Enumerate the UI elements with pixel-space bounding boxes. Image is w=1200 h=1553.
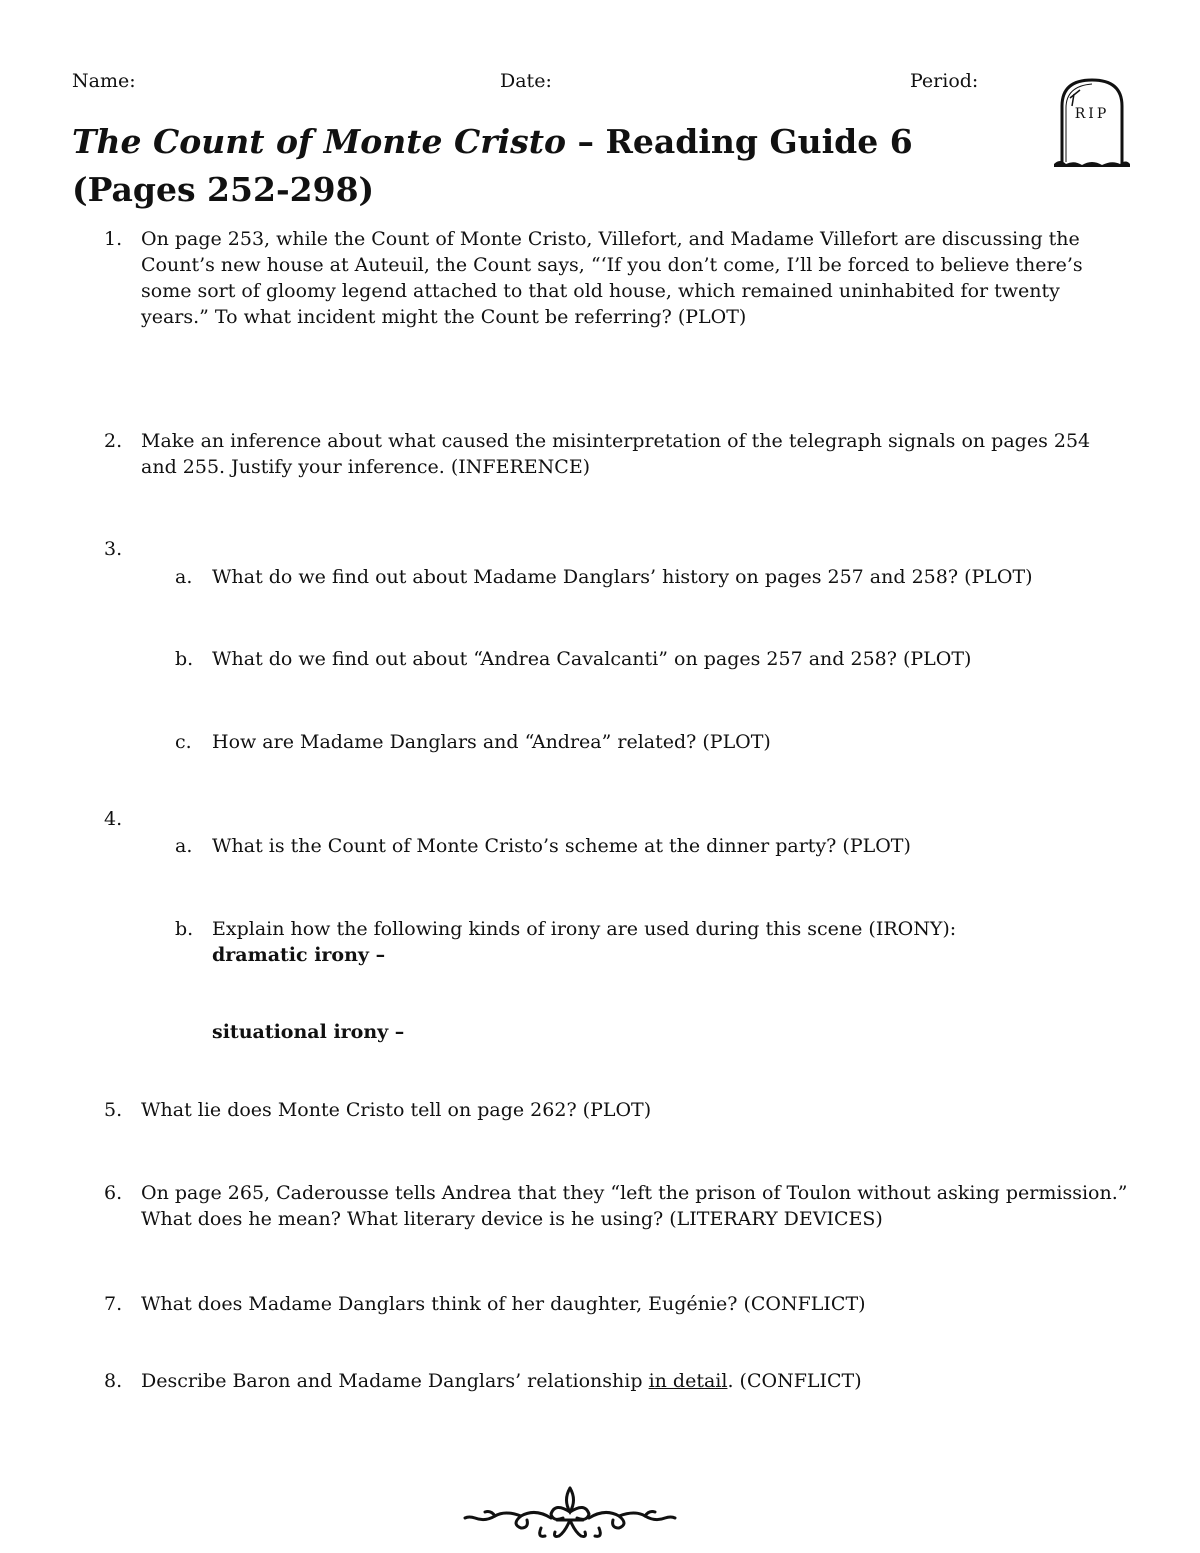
question-text: What does Madame Danglars think of her daughter, Eugénie? (CONFLICT) [141,1293,866,1315]
question-text: What lie does Monte Cristo tell on page 262? (PLOT) [141,1099,652,1121]
period-label: Period: [910,70,979,92]
question-number: 2. [104,430,123,452]
page-title [72,118,1062,214]
title-pages: (Pages 252-298) [72,170,375,209]
question-text-before: Describe Baron and Madame Danglars’ relationship [141,1370,649,1392]
question-text: On page 253, while the Count of Monte Cristo, Villefort, and Madame Villefort are discussing the Count’s new house at Auteuil, the Count says, “‘If you don’t come, I’ll be forced to believe there’s some sort of gloomy legend attached to that old house, which remained uninhabited for twenty years.” To what incident might the Count be referring? (PLOT) [141,228,1083,328]
sub-number: a. [175,835,193,857]
question-number: 7. [104,1293,123,1315]
header [72,70,1132,100]
sub-number: a. [175,566,193,588]
sub-number: c. [175,731,192,753]
question-number: 8. [104,1370,123,1392]
tombstone-icon [1052,76,1132,171]
sub-text: What do we find out about “Andrea Cavalcanti” on pages 257 and 258? (PLOT) [212,648,972,670]
sub-text: What is the Count of Monte Cristo’s scheme at the dinner party? (PLOT) [212,835,911,857]
dramatic-irony-text: dramatic irony – [212,944,386,966]
question-text: Make an inference about what caused the misinterpretation of the telegraph signals on pages 254 and 255. Justify your inference. (INFERENCE) [141,430,1091,478]
situational-irony-text: situational irony – [212,1021,405,1043]
question-text [141,1368,1131,1394]
question-text-underlined: in detail [648,1370,728,1392]
sub-text: How are Madame Danglars and “Andrea” related? (PLOT) [212,731,771,753]
sub-text: Explain how the following kinds of irony are used during this scene (IRONY): [212,918,957,940]
sub-number: b. [175,648,194,670]
question-number: 6. [104,1182,123,1204]
tombstone-text: RIP [1074,106,1110,122]
date-label: Date: [500,70,552,92]
question-text: On page 265, Caderousse tells Andrea that they “left the prison of Toulon without asking permission.” What does he mean? What literary device is he using? (LITERARY DEVICES) [141,1182,1128,1230]
fleur-de-lis-ornament-icon [455,1480,685,1545]
title-book-name: The Count of Monte Cristo [72,122,567,161]
question-number: 5. [104,1099,123,1121]
sub-number: b. [175,918,194,940]
question-text-after: . (CONFLICT) [727,1370,862,1392]
question-number: 3. [104,538,123,560]
sub-text: What do we find out about Madame Danglars’ history on pages 257 and 258? (PLOT) [212,566,1033,588]
name-label: Name: [72,70,136,92]
question-number: 4. [104,808,123,830]
title-guide: – Reading Guide 6 [566,122,913,161]
question-number: 1. [104,228,123,250]
